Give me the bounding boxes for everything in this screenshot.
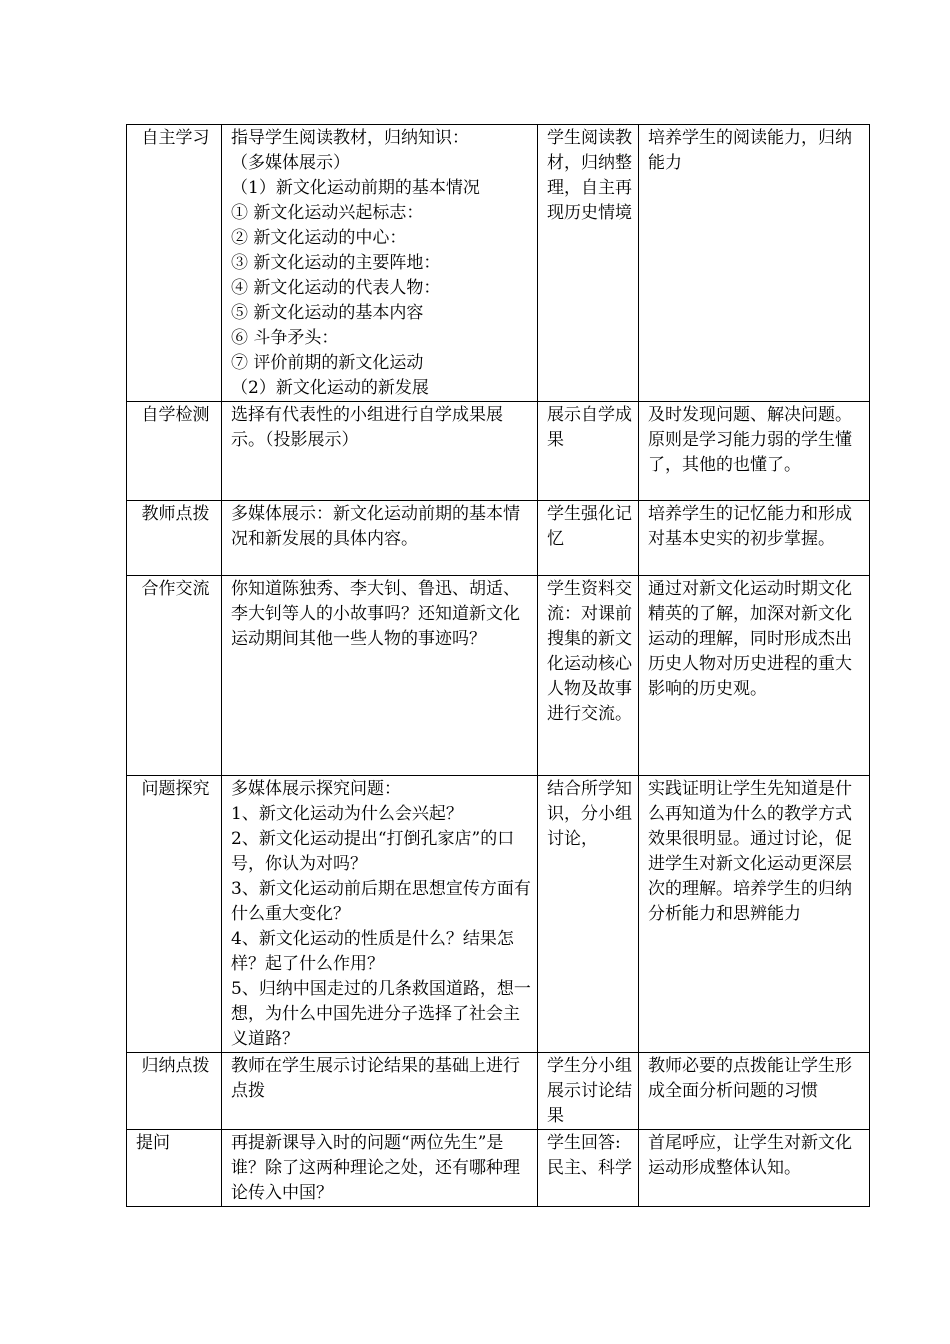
teacher-line: 5、归纳中国走过的几条救国道路，想一想，为什么中国先进分子选择了社会主义道路？ bbox=[231, 979, 531, 1049]
student-activity-cell: 结合所学知识，分小组讨论， bbox=[538, 776, 639, 1053]
table-row bbox=[127, 501, 870, 576]
teacher-line: ⑥ 斗争矛头： bbox=[231, 328, 339, 348]
teacher-line: 选择有代表性的小组进行自学成果展示。（投影展示） bbox=[231, 405, 503, 450]
teacher-line: （1）新文化运动前期的基本情况 bbox=[231, 178, 480, 198]
teacher-line: 教师在学生展示讨论结果的基础上进行点拨 bbox=[231, 1056, 520, 1101]
table-row bbox=[127, 576, 870, 776]
purpose-cell: 及时发现问题、解决问题。原则是学习能力弱的学生懂了，其他的也懂了。 bbox=[639, 402, 870, 501]
teacher-line: 你知道陈独秀、李大钊、鲁迅、胡适、李大钊等人的小故事吗？还知道新文化运动期间其他一些人物的事迹吗？ bbox=[231, 579, 520, 649]
teacher-line: 多媒体展示：新文化运动前期的基本情况和新发展的具体内容。 bbox=[231, 504, 520, 549]
teacher-line: 2、新文化运动提出“打倒孔家店”的口号，你认为对吗？ bbox=[231, 829, 515, 874]
teacher-activity-cell bbox=[222, 501, 538, 576]
purpose-cell: 培养学生的阅读能力，归纳能力 bbox=[639, 125, 870, 402]
stage-cell: 自学检测 bbox=[127, 402, 222, 501]
table-row bbox=[127, 125, 870, 402]
purpose-cell: 实践证明让学生先知道是什么再知道为什么的教学方式效果很明显。通过讨论，促进学生对新文化运动更深层次的理解。培养学生的归纳分析能力和思辨能力 bbox=[639, 776, 870, 1053]
lesson-plan-table bbox=[126, 124, 870, 1207]
teacher-activity-cell bbox=[222, 402, 538, 501]
stage-cell: 提问 bbox=[127, 1130, 222, 1207]
student-activity-cell: 学生强化记忆 bbox=[538, 501, 639, 576]
student-activity-cell: 展示自学成果 bbox=[538, 402, 639, 501]
teacher-line: （2）新文化运动的新发展 bbox=[231, 378, 429, 398]
teacher-line: 再提新课导入时的问题“两位先生”是谁？除了这两种理论之处，还有哪种理论传入中国？ bbox=[231, 1133, 520, 1203]
stage-cell: 问题探究 bbox=[127, 776, 222, 1053]
teacher-line: 多媒体展示探究问题： bbox=[231, 779, 401, 799]
teacher-line: 3、新文化运动前后期在思想宣传方面有什么重大变化？ bbox=[231, 879, 531, 924]
teacher-activity-cell bbox=[222, 776, 538, 1053]
teacher-line: ① 新文化运动兴起标志： bbox=[231, 203, 424, 223]
stage-cell: 教师点拨 bbox=[127, 501, 222, 576]
table-row bbox=[127, 776, 870, 1053]
teacher-line: ② 新文化运动的中心： bbox=[231, 228, 407, 248]
teacher-activity-cell bbox=[222, 1130, 538, 1207]
teacher-activity-cell bbox=[222, 576, 538, 776]
teacher-line: ④ 新文化运动的代表人物： bbox=[231, 278, 441, 298]
student-activity-cell: 学生分小组展示讨论结果 bbox=[538, 1053, 639, 1130]
table-row bbox=[127, 1130, 870, 1207]
teacher-line: ③ 新文化运动的主要阵地： bbox=[231, 253, 441, 273]
student-activity-cell: 学生回答:民主、科学 bbox=[538, 1130, 639, 1207]
student-activity-cell: 学生阅读教材，归纳整理，自主再现历史情境 bbox=[538, 125, 639, 402]
purpose-cell: 通过对新文化运动时期文化精英的了解，加深对新文化运动的理解，同时形成杰出历史人物对历史进程的重大影响的历史观。 bbox=[639, 576, 870, 776]
purpose-cell: 首尾呼应，让学生对新文化运动形成整体认知。 bbox=[639, 1130, 870, 1207]
teacher-line: ⑤ 新文化运动的基本内容 bbox=[231, 303, 424, 323]
teacher-line: ⑦ 评价前期的新文化运动 bbox=[231, 353, 424, 373]
teacher-activity-cell bbox=[222, 1053, 538, 1130]
stage-cell: 自主学习 bbox=[127, 125, 222, 402]
table-row bbox=[127, 1053, 870, 1130]
teacher-line: （多媒体展示） bbox=[231, 153, 350, 173]
stage-cell: 归纳点拨 bbox=[127, 1053, 222, 1130]
student-activity-cell: 学生资料交流：对课前搜集的新文化运动核心人物及故事进行交流。 bbox=[538, 576, 639, 776]
table-row bbox=[127, 402, 870, 501]
purpose-cell: 教师必要的点拨能让学生形成全面分析问题的习惯 bbox=[639, 1053, 870, 1130]
teacher-line: 1、新文化运动为什么会兴起？ bbox=[231, 804, 463, 824]
purpose-cell: 培养学生的记忆能力和形成对基本史实的初步掌握。 bbox=[639, 501, 870, 576]
teacher-line: 4、新文化运动的性质是什么？结果怎样？起了什么作用？ bbox=[231, 929, 514, 974]
teacher-activity-cell bbox=[222, 125, 538, 402]
teacher-line: 指导学生阅读教材，归纳知识： bbox=[231, 128, 469, 148]
stage-cell: 合作交流 bbox=[127, 576, 222, 776]
